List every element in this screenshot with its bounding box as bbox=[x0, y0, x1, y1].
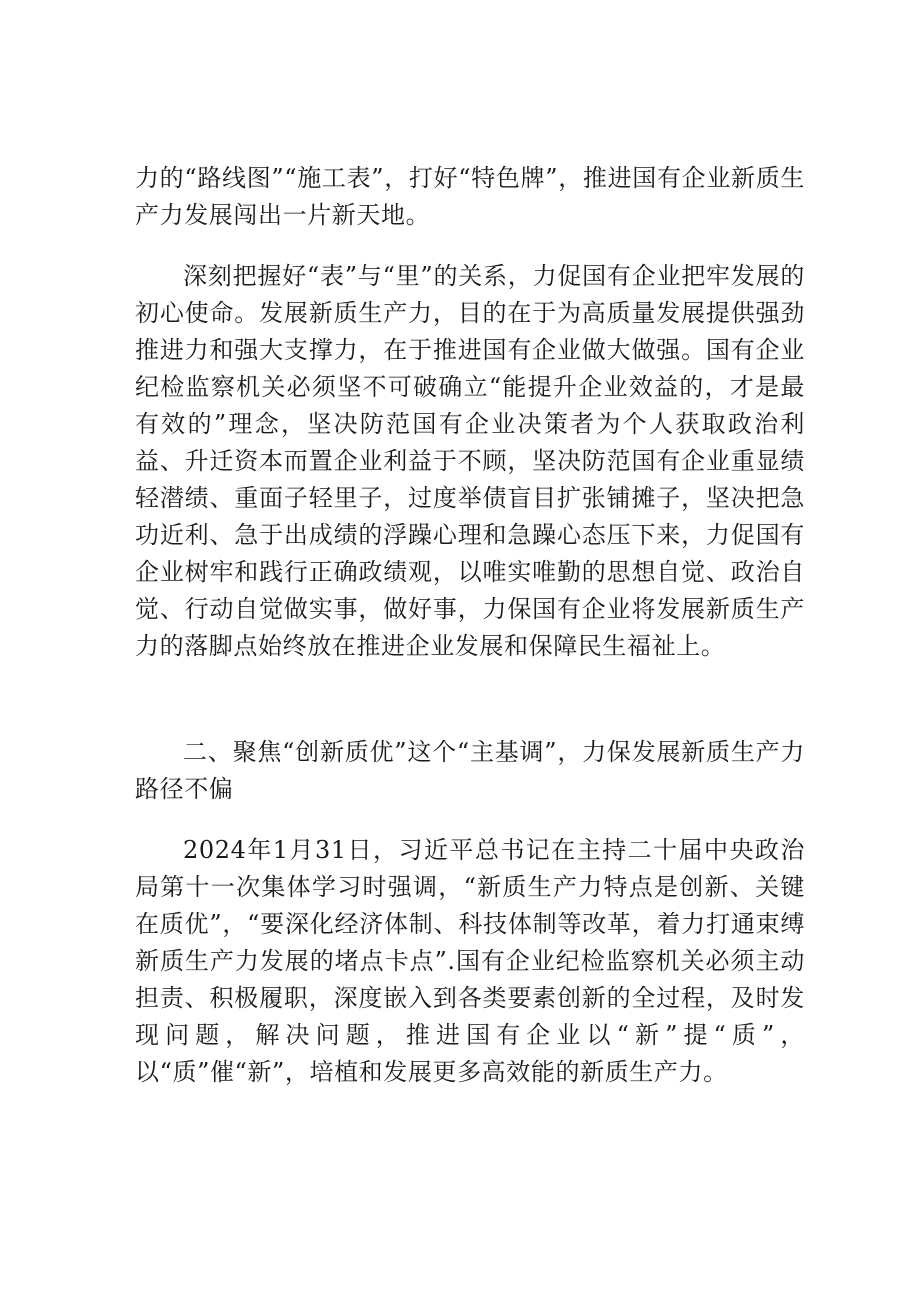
paragraph-body: 深刻把握好“表”与“里”的关系，力促国有企业把牢发展的初心使命。发展新质生产力，目的在于为高质量发展提供强劲推进力和强大支撑力，在于推进国有企业做大做强。国有企业纪检监察机关必须坚不可破确立“能提升企业效益的，才是最有效的”理念，坚决防范国有企业决策者为个人获取政治利益、升迁资本而置企业利益于不顾，坚决防范国有企业重显绩轻潜绩、重面子轻里子，过度举债盲目扩张铺摊子，坚决把急功近利、急于出成绩的浮躁心理和急躁心态压下来，力促国有企业树牢和践行正确政绩观，以唯实唯勤的思想自觉、政治自觉、行动自觉做实事，做好事，力保国有企业将发展新质生产力的落脚点始终放在推进企业发展和保障民生福祉上。 bbox=[135, 262, 805, 660]
section-heading: 二、聚焦“创新质优”这个“主基调”，力保发展新质生产力路径不偏 bbox=[135, 738, 805, 803]
paragraph-continuation: 力的“路线图”“施工表”，打好“特色牌”，推进国有企业新质生产力发展闯出一片新天地。 bbox=[135, 164, 805, 229]
paragraph-body: 2024年1月31日，习近平总书记在主持二十届中央政治局第十一次集体学习时强调，“新质生产力特点是创新、关键在质优”，“要深化经济体制、科技体制等改革，着力打通束缚新质生产力发展的堵点卡点”.国有企业纪检监察机关必须主动担责、积极履职，深度嵌入到各类要素创新的全过程，及时发现问题，解决问题，推进国有企业以“新”提“质”，以“质”催“新”，培植和发展更多高效能的新质生产力。 bbox=[135, 836, 805, 1086]
